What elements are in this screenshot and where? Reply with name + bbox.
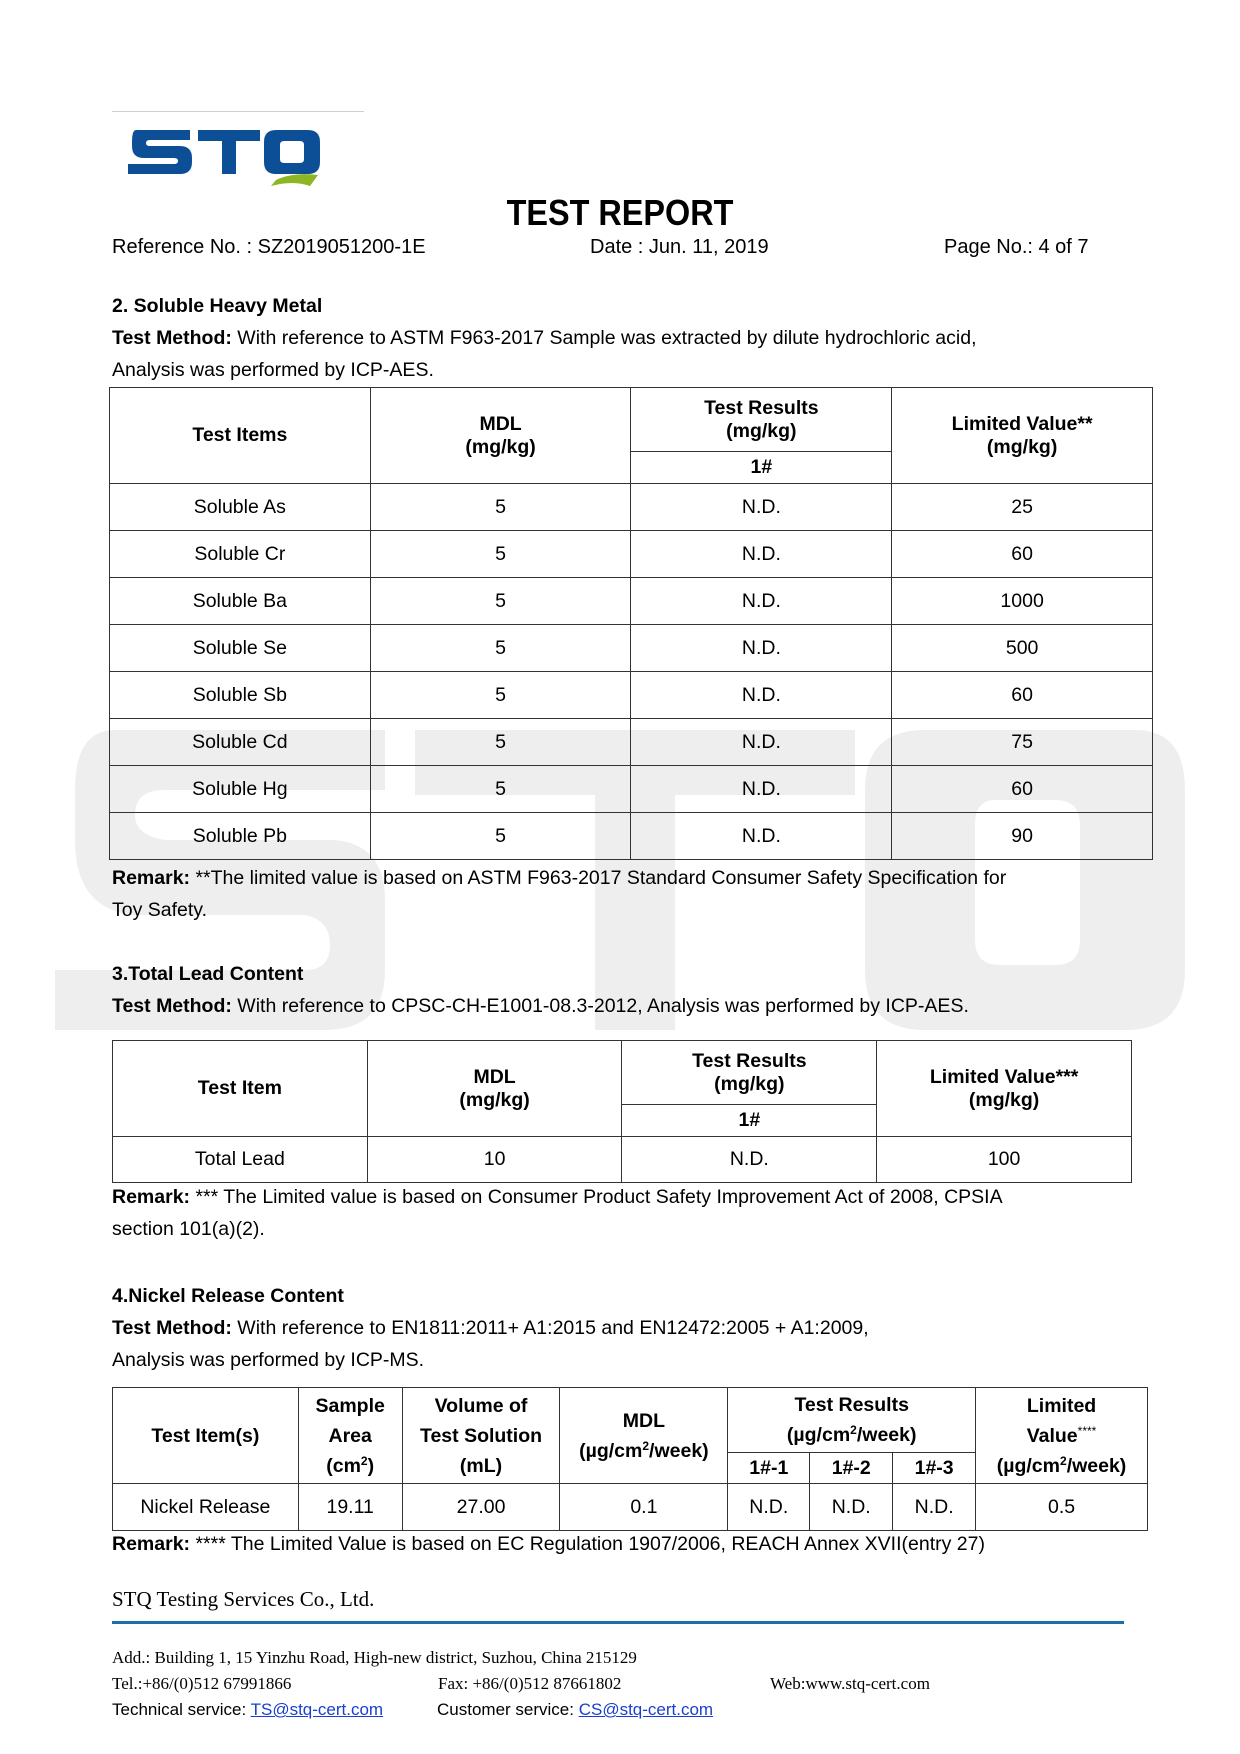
table-row: Soluble Cd 5 N.D. 75 — [110, 719, 1153, 766]
header-test-items: Test Items — [110, 388, 371, 484]
section2-heading: 2. Soluble Heavy Metal — [112, 295, 323, 317]
remark-text: **** The Limited Value is based on EC Regulation 1907/2006, REACH Annex XVII(entry 27) — [190, 1533, 985, 1555]
header-test-items: Test Item(s) — [113, 1388, 299, 1484]
remark-label: Remark: — [112, 1186, 191, 1208]
method-text: With reference to ASTM F963-2017 Sample was extracted by dilute hydrochloric acid, — [231, 327, 977, 349]
total-lead-table — [112, 1040, 1132, 1183]
customer-service-email-link[interactable]: CS@stq-cert.com — [578, 1700, 714, 1719]
tech-service-email-link[interactable]: TS@stq-cert.com — [250, 1700, 384, 1719]
remark-text: *** The Limited value is based on Consumer Product Safety Improvement Act of 2008, CPSIA — [190, 1186, 1003, 1208]
remark-label: Remark: — [112, 1533, 191, 1555]
method-text: With reference to EN1811:2011+ A1:2015 and EN12472:2005 + A1:2009, — [231, 1317, 869, 1339]
footer-tech-service — [112, 1700, 383, 1720]
header-limited-value: Limited Value** (mg/kg) — [892, 388, 1153, 484]
table-row: Nickel Release 19.11 27.00 0.1 N.D. N.D. N.D. 0.5 — [113, 1484, 1148, 1531]
section3-remark-line2: section 101(a)(2). — [112, 1218, 265, 1240]
report-title: TEST REPORT — [506, 192, 734, 233]
remark-label: Remark: — [112, 867, 191, 889]
section4-method-line2: Analysis was performed by ICP-MS. — [112, 1349, 425, 1371]
table-row: Soluble Sb 5 N.D. 60 — [110, 672, 1153, 719]
header-mdl: MDL (mg/kg) — [367, 1041, 622, 1137]
section4-remark — [112, 1528, 985, 1560]
table-row: Soluble As 5 N.D. 25 — [110, 484, 1153, 531]
table-row: Soluble Cr 5 N.D. 60 — [110, 531, 1153, 578]
method-label: Test Method: — [112, 1317, 232, 1339]
header-sample-1: 1# — [631, 452, 892, 484]
header-limited-value: Limited Value*** (mg/kg) — [877, 1041, 1132, 1137]
section2-method-line2: Analysis was performed by ICP-AES. — [112, 359, 434, 381]
footer-web: Web:www.stq-cert.com — [770, 1674, 930, 1693]
method-label: Test Method: — [112, 327, 232, 349]
footer-fax: Fax: +86/(0)512 87661802 — [438, 1674, 622, 1693]
reference-number: Reference No. : SZ2019051200-1E — [112, 236, 426, 258]
section2-remark — [112, 862, 1006, 894]
header-test-results: Test Results (mg/kg) — [631, 388, 892, 452]
header-sample-1-1: 1#-1 — [728, 1453, 810, 1484]
section3-remark — [112, 1181, 1003, 1213]
nickel-release-table — [112, 1387, 1148, 1531]
header-sample-1-2: 1#-2 — [810, 1453, 893, 1484]
report-date: Date : Jun. 11, 2019 — [590, 236, 769, 258]
header-volume: Volume of Test Solution (mL) — [402, 1388, 560, 1484]
header-test-item: Test Item — [113, 1041, 368, 1137]
tech-service-label: Technical service: — [112, 1700, 251, 1719]
footer-address: Add.: Building 1, 15 Yinzhu Road, High-new district, Suzhou, China 215129 — [112, 1648, 637, 1667]
footer-divider — [112, 1621, 1124, 1624]
footer-customer-service — [437, 1700, 713, 1720]
header-sample-1-3: 1#-3 — [893, 1453, 976, 1484]
section2-remark-line2: Toy Safety. — [112, 899, 208, 921]
table-row: Soluble Hg 5 N.D. 60 — [110, 766, 1153, 813]
remark-text: **The limited value is based on ASTM F963-2017 Standard Consumer Safety Specification for — [190, 867, 1007, 889]
header-sample-area: Sample Area $(cm^2)$ — [298, 1388, 402, 1484]
table-row: Soluble Se 5 N.D. 500 — [110, 625, 1153, 672]
method-label: Test Method: — [112, 995, 232, 1017]
section3-heading: 3.Total Lead Content — [112, 963, 304, 985]
table-row: Soluble Pb 5 N.D. 90 — [110, 813, 1153, 860]
soluble-heavy-metal-table — [109, 387, 1153, 860]
footer-tel: Tel.:+86/(0)512 67991866 — [112, 1674, 292, 1693]
section2-method — [112, 322, 977, 354]
table-row: Soluble Ba 5 N.D. 1000 — [110, 578, 1153, 625]
method-text: With reference to CPSC-CH-E1001-08.3-2012, Analysis was performed by ICP-AES. — [231, 995, 969, 1017]
header-test-results: Test Results (mg/kg) — [622, 1041, 877, 1105]
header-mdl: MDL $(\mu g/cm^2/week)$ — [560, 1388, 728, 1484]
stq-logo-icon — [128, 128, 338, 188]
header-limited-value: Limited Value**** $(\mu g/cm^2/week)$ — [976, 1388, 1148, 1484]
header-mdl: MDL (mg/kg) — [370, 388, 631, 484]
customer-service-label: Customer service: — [437, 1700, 579, 1719]
header-test-results: Test Results $(\mu g/cm^2/week)$ — [728, 1388, 976, 1453]
page-number: Page No.: 4 of 7 — [944, 236, 1089, 258]
table-row: Total Lead 10 N.D. 100 — [113, 1137, 1132, 1183]
section4-method — [112, 1312, 869, 1344]
logo-divider — [112, 111, 364, 112]
footer-company: STQ Testing Services Co., Ltd. — [112, 1587, 375, 1611]
header-sample-1: 1# — [622, 1105, 877, 1137]
section4-heading: 4.Nickel Release Content — [112, 1285, 344, 1307]
section3-method — [112, 990, 969, 1022]
